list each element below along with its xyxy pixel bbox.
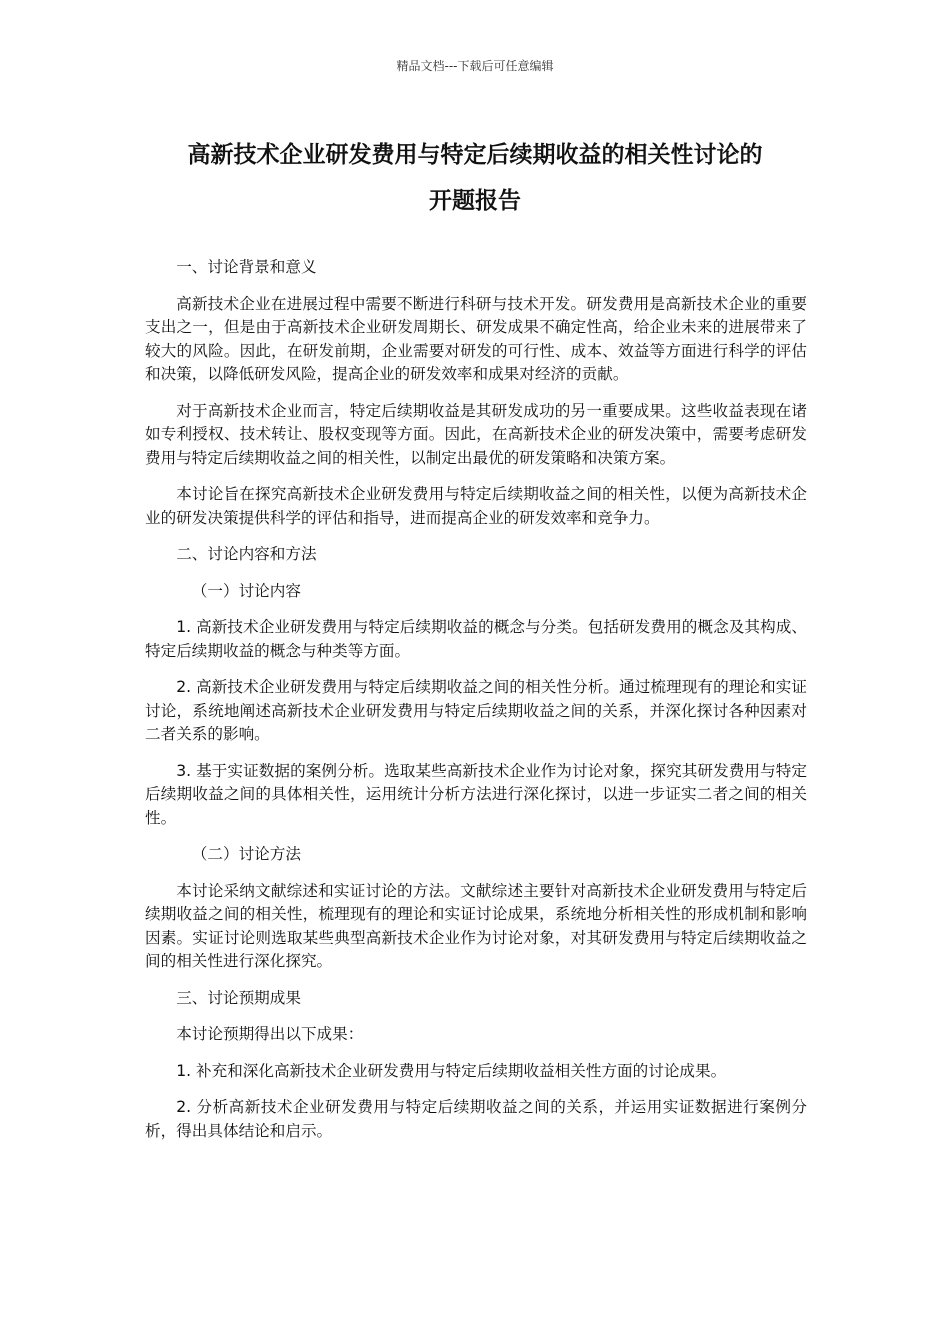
section-2-method-paragraph: 本讨论采纳文献综述和实证讨论的方法。文献综述主要针对高新技术企业研发费用与特定后续期收益之间的相关性，梳理现有的理论和实证讨论成果，系统地分析相关性的形成机制和影响因素。实证讨论则选取某些典型高新技术企业作为讨论对象，对其研发费用与特定后续期收益之间的相关性进行深化探究。 xyxy=(145,881,807,970)
section-3-heading: 三、讨论预期成果 xyxy=(176,988,301,1007)
section-2-subheading-method: （二）讨论方法 xyxy=(191,845,301,863)
section-1-paragraph-3: 本讨论旨在探究高新技术企业研发费用与特定后续期收益之间的相关性，以便为高新技术企业的研发决策提供科学的评估和指导，进而提高企业的研发效率和竞争力。 xyxy=(145,485,807,527)
section-1-paragraph-1: 高新技术企业在进展过程中需要不断进行科研与技术开发。研发费用是高新技术企业的重要支出之一，但是由于高新技术企业研发周期长、研发成果不确定性高，给企业未来的进展带来了较大的风险。因此，在研发前期，企业需要对研发的可行性、成本、效益等方面进行科学的评估和决策，以降低研发风险，提高企业的研发效率和成果对经济的贡献。 xyxy=(145,294,807,383)
section-2-item-1: 1. 高新技术企业研发费用与特定后续期收益的概念与分类。包括研发费用的概念及其构成、特定后续期收益的概念与种类等方面。 xyxy=(145,618,807,660)
title-line-2: 开题报告 xyxy=(429,188,521,214)
document-title xyxy=(143,132,807,224)
section-2-heading: 二、讨论内容和方法 xyxy=(176,545,317,563)
section-2-item-2: 2. 高新技术企业研发费用与特定后续期收益之间的相关性分析。通过梳理现有的理论和实证讨论，系统地阐述高新技术企业研发费用与特定后续期收益之间的关系，并深化探讨各种因素对二者关系的影响。 xyxy=(145,678,807,743)
section-3-item-1: 1. 补充和深化高新技术企业研发费用与特定后续期收益相关性方面的讨论成果。 xyxy=(176,1061,727,1080)
document-body xyxy=(145,256,807,1156)
section-2-item-3: 3. 基于实证数据的案例分析。选取某些高新技术企业作为讨论对象，探究其研发费用与特定后续期收益之间的具体相关性，运用统计分析方法进行深化探讨，以进一步证实二者之间的相关性。 xyxy=(145,761,807,827)
header-watermark: 精品文档---下载后可任意编辑 xyxy=(396,59,554,73)
section-3-intro: 本讨论预期得出以下成果： xyxy=(176,1025,364,1043)
title-line-1: 高新技术企业研发费用与特定后续期收益的相关性讨论的 xyxy=(187,142,763,168)
section-1-paragraph-2: 对于高新技术企业而言，特定后续期收益是其研发成功的另一重要成果。这些收益表现在诸如专利授权、技术转让、股权变现等方面。因此，在高新技术企业的研发决策中，需要考虑研发费用与特定后续期收益之间的相关性，以制定出最优的研发策略和决策方案。 xyxy=(145,401,807,467)
section-1-heading: 一、讨论背景和意义 xyxy=(176,258,317,276)
section-2-subheading-content: （一）讨论内容 xyxy=(191,581,301,600)
section-3-item-2: 2. 分析高新技术企业研发费用与特定后续期收益之间的关系，并运用实证数据进行案例分析，得出具体结论和启示。 xyxy=(145,1098,807,1140)
